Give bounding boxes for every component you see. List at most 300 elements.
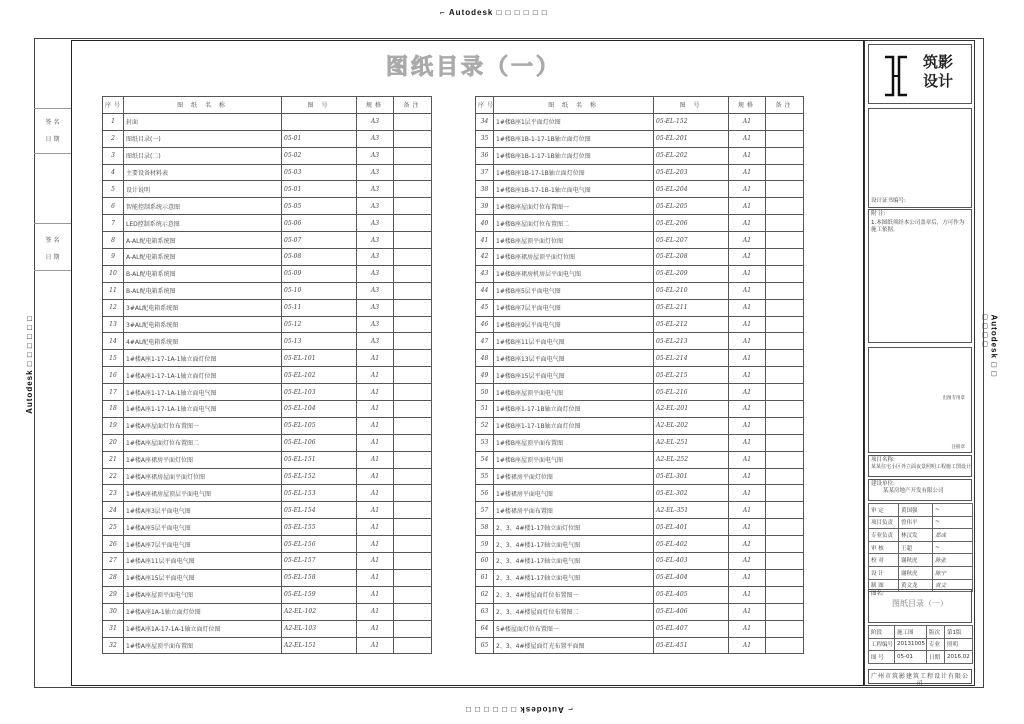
drawing-code: 05-EL-212 [654,316,729,333]
drawing-code: 05-EL-206 [654,215,729,232]
remark [766,451,804,468]
meta-row [869,626,973,639]
drawing-code: A2-EL-202 [654,417,729,434]
col-size-header: 规格 [729,97,766,114]
drawing-code: 05-EL-302 [654,485,729,502]
table-row [476,249,804,266]
meta-box [868,625,972,665]
drawing-code: 05-EL-102 [282,367,357,384]
watermark-text: Autodesk [448,8,494,17]
remark [394,164,432,181]
table-row [103,586,432,603]
meta-value: 施工图 [895,626,927,639]
row-number: 7 [103,215,124,232]
table-row [103,198,432,215]
remark [766,130,804,147]
sign-role: 制 图 [869,579,899,592]
table-row [103,401,432,418]
company-logo-icon [883,55,909,97]
drawing-code: A2-EL-201 [654,401,729,418]
table-row [103,603,432,620]
row-number: 27 [103,553,124,570]
paper-size: A1 [729,265,766,282]
sign-person: 谢秋虎 [899,554,933,567]
drawing-name: 图纸目录(二) [124,147,282,164]
row-number: 8 [103,232,124,249]
remark [394,249,432,266]
remark [766,350,804,367]
drawing-name: 1#楼B座屋顶平面电气图 [494,384,654,401]
drawing-name: 1#楼B座1层平面灯位图 [494,113,654,130]
drawing-name: 1#楼B座1B-1-17-1B轴立面灯位图 [494,130,654,147]
meta-value: 20131005 [895,638,927,651]
remark [766,215,804,232]
drawing-code: 05-EL-401 [654,519,729,536]
drawing-name: 1#楼B座13层平面电气图 [494,350,654,367]
remark [766,553,804,570]
paper-size: A1 [729,536,766,553]
paper-size: A1 [729,451,766,468]
table-row [103,164,432,181]
watermark-boxes: □ □ □ □ □ □ [496,8,548,17]
row-number: 10 [103,265,124,282]
row-number: 48 [476,350,494,367]
drawing-code: 05-EL-405 [654,586,729,603]
drawing-name: 1#楼A座1-17-1A-1轴立面灯位图 [124,367,282,384]
company-logo-text [923,53,953,91]
paper-size: A1 [357,350,394,367]
row-number: 58 [476,519,494,536]
paper-size: A3 [357,282,394,299]
divider [34,153,71,154]
row-number: 31 [103,620,124,637]
meta-key: 阶段 [869,626,895,639]
paper-size: A3 [357,130,394,147]
row-number: 24 [103,502,124,519]
table-row [476,502,804,519]
table-row [103,536,432,553]
row-number: 13 [103,316,124,333]
drawing-name: 1#楼A座屋顶平面电气图 [124,586,282,603]
row-number: 55 [476,468,494,485]
drawing-code: 05-EL-104 [282,401,357,418]
drawing-name: 1#楼B座1B-17-1B-1轴立面电气图 [494,181,654,198]
table-row [103,620,432,637]
table-row [476,637,804,654]
sign-role: 审 核 [869,541,899,554]
drawing-name: 1#楼B座15层平面电气图 [494,367,654,384]
drawing-code: 05-EL-403 [654,553,729,570]
row-number: 46 [476,316,494,333]
drawing-name: 1#楼A座1-17-1A-1轴立面灯位图 [124,350,282,367]
paper-size: A1 [729,282,766,299]
drawing-code: 05-02 [282,147,357,164]
table-row [476,485,804,502]
seal-box [868,347,972,453]
drawing-code: 05-EL-208 [654,249,729,266]
paper-size: A1 [729,620,766,637]
company-box [868,669,972,687]
paper-size: A3 [357,299,394,316]
drawing-code: 05-13 [282,333,357,350]
row-number: 2 [103,130,124,147]
row-number: 29 [103,586,124,603]
drawing-name: 2、3、4#楼1-17轴立面电气图 [494,553,654,570]
table-row [103,502,432,519]
paper-size: A1 [729,434,766,451]
drawing-code: 05-10 [282,282,357,299]
table-row [476,198,804,215]
qualification-box [868,108,972,208]
drawing-code: 05-EL-156 [282,536,357,553]
table-row [103,485,432,502]
drawing-name: 1#楼B座屋顶平面布置图 [494,434,654,451]
paper-size: A1 [729,417,766,434]
page-title: 图纸目录（一） [386,54,562,80]
drawing-code: 05-EL-214 [654,350,729,367]
drawing-code: 05-EL-407 [654,620,729,637]
table-row [103,147,432,164]
row-number: 49 [476,367,494,384]
watermark-top: ⌐ Autodesk □ □ □ □ □ □ [440,8,548,17]
drawing-name: 1#楼B座5层平面电气图 [494,282,654,299]
table-row [476,519,804,536]
row-number: 21 [103,451,124,468]
drawing-code: 05-EL-103 [282,384,357,401]
table-row [103,113,432,130]
table-row [476,113,804,130]
table-row [476,586,804,603]
table-row [103,350,432,367]
remark [394,451,432,468]
client-label: 建设单位: [871,481,895,487]
remark [394,417,432,434]
row-number: 56 [476,485,494,502]
remark [394,603,432,620]
paper-size: A1 [729,333,766,350]
watermark-text: Autodesk [989,314,999,359]
remark [766,316,804,333]
paper-size: A1 [729,569,766,586]
sign-label: 签 名 [45,119,60,126]
drawing-name: 2、3、4#楼1-17轴立面电气图 [494,536,654,553]
remark [766,164,804,181]
paper-size: A1 [729,637,766,654]
remark [394,130,432,147]
table-row [476,384,804,401]
drawing-name-label: 图名: [871,591,884,597]
drawing-name: 5#楼屋面灯位布置图一 [494,620,654,637]
col-no-header: 序号 [476,97,494,114]
sign-label: 签 名 [45,237,60,244]
table-row [476,181,804,198]
remark [394,519,432,536]
row-number: 28 [103,569,124,586]
remark [766,265,804,282]
seal-label: 出图专用章 [942,396,965,401]
remark [766,502,804,519]
drawing-list-left [102,96,432,654]
row-number: 9 [103,249,124,266]
paper-size: A3 [357,249,394,266]
drawing-code: 05-EL-404 [654,569,729,586]
paper-size: A1 [729,553,766,570]
drawing-code: 05-EL-106 [282,434,357,451]
drawing-name: 1#楼B座屋顶平面电气图 [494,451,654,468]
row-number: 57 [476,502,494,519]
table-row [476,367,804,384]
drawing-name: 1#楼B座屋面灯位布置图一 [494,198,654,215]
signature-box [868,503,972,590]
drawing-name: 图纸目录（一） [892,599,948,608]
drawing-name: 2、3、4#楼屋面灯位布置图一 [494,586,654,603]
meta-key: 专业 [927,638,945,651]
drawing-name: 1#楼B座7层平面电气图 [494,299,654,316]
paper-size: A1 [357,536,394,553]
table-row [476,316,804,333]
remark [394,367,432,384]
row-number: 35 [476,130,494,147]
sign-role: 专业负责 [869,529,899,542]
col-name-header: 图 纸 名 称 [494,97,654,114]
row-number: 15 [103,350,124,367]
drawing-code: 05-11 [282,299,357,316]
drawing-code: 05-06 [282,215,357,232]
drawing-code: 05-EL-216 [654,384,729,401]
row-number: 6 [103,198,124,215]
drawing-code: A2-EL-151 [282,637,357,654]
row-number: 53 [476,434,494,451]
paper-size: A1 [729,147,766,164]
logo-line-2: 设计 [923,72,954,90]
watermark-left [25,315,34,414]
drawing-name: 1#楼A座11层平面电气图 [124,553,282,570]
signature-table [868,503,973,592]
col-code-header: 图 号 [654,97,729,114]
table-row [103,569,432,586]
logo-line-1: 筑影 [923,53,954,71]
drawing-code: 05-EL-152 [654,113,729,130]
remark [394,333,432,350]
paper-size: A3 [357,181,394,198]
company-name: 广州市筑影建筑工程设计有限公司 [871,673,970,687]
paper-size: A1 [729,367,766,384]
divider [34,223,71,224]
row-number: 44 [476,282,494,299]
remark [394,536,432,553]
row-number: 30 [103,603,124,620]
paper-size: A3 [357,164,394,181]
drawing-code: 05-08 [282,249,357,266]
row-number: 39 [476,198,494,215]
paper-size: A1 [357,401,394,418]
table-row [476,333,804,350]
signature-mark: 陈张 [933,554,973,567]
drawing-code: 05-03 [282,164,357,181]
meta-key: 版次 [927,626,945,639]
drawing-name: B-AL配电箱系统图 [124,265,282,282]
table-row [476,164,804,181]
drawing-name: 1#楼B座1B-1-17-1B轴立面灯位图 [494,147,654,164]
col-size-header: 规格 [357,97,394,114]
drawing-code: 05-EL-406 [654,603,729,620]
drawing-code: 05-EL-154 [282,502,357,519]
remark [766,536,804,553]
remark [766,401,804,418]
remark [766,637,804,654]
drawing-code: 05-EL-210 [654,282,729,299]
meta-key: 日期 [927,651,945,664]
table-row [103,553,432,570]
drawing-name-box [868,589,972,623]
col-name-header: 图 纸 名 称 [124,97,282,114]
paper-size: A1 [729,164,766,181]
drawing-name: 图纸目录(一) [124,130,282,147]
divider [34,108,71,109]
row-number: 50 [476,384,494,401]
table-row [476,265,804,282]
table-row [476,130,804,147]
remark [394,502,432,519]
paper-size: A1 [357,637,394,654]
remark [394,384,432,401]
table-row [476,147,804,164]
drawing-name: 1#楼A座5层平面电气图 [124,519,282,536]
drawing-code: 05-09 [282,265,357,282]
drawing-code: 05-07 [282,232,357,249]
table-row [476,417,804,434]
sign-person: 林汉发 [899,529,933,542]
drawing-name: 4#AL配电箱系统图 [124,333,282,350]
row-number: 43 [476,265,494,282]
sign-role: 校 对 [869,554,899,567]
remark [394,198,432,215]
row-number: 16 [103,367,124,384]
drawing-list-right [475,96,804,654]
drawing-code: 05-EL-157 [282,553,357,570]
row-number: 22 [103,468,124,485]
sign-role: 设 计 [869,566,899,579]
drawing-name: 智能控制系统示意图 [124,198,282,215]
remark [766,147,804,164]
watermark-boxes: □ □ □ □ □ □ [24,315,34,367]
drawing-code: 05-EL-202 [654,147,729,164]
row-number: 12 [103,299,124,316]
client-box [868,479,972,501]
logo-box [868,44,972,104]
paper-size: A1 [729,198,766,215]
remark [766,620,804,637]
drawing-code: A2-EL-351 [654,502,729,519]
paper-size: A1 [357,519,394,536]
table-row [103,434,432,451]
signature-mark: 郑成 [933,529,973,542]
drawing-name: 3#AL配电箱系统图 [124,299,282,316]
row-number: 11 [103,282,124,299]
drawing-name: 1#楼A座裙房屋顶层平面电气图 [124,485,282,502]
meta-value: 照明 [945,638,973,651]
drawing-name: 1#楼A座裙房平面灯位图 [124,451,282,468]
drawing-code: A2-EL-103 [282,620,357,637]
drawing-code: 05-01 [282,130,357,147]
drawing-code: 05-EL-205 [654,198,729,215]
drawing-name: 主要设备材料表 [124,164,282,181]
drawing-code: 05-EL-209 [654,265,729,282]
remark [394,316,432,333]
paper-size: A1 [729,113,766,130]
paper-size: A1 [357,569,394,586]
watermark-boxes: □ □ □ □ □ □ [980,314,999,378]
drawing-name: 2、3、4#楼1-17轴立面灯位图 [494,519,654,536]
row-number: 52 [476,417,494,434]
paper-size: A3 [357,215,394,232]
signature-row [869,529,973,542]
paper-size: A1 [357,586,394,603]
drawing-name: 1#楼A座屋面灯位布置图二 [124,434,282,451]
meta-key: 图 号 [869,651,895,664]
remark [766,367,804,384]
paper-size: A1 [357,434,394,451]
remark [394,569,432,586]
remark [394,468,432,485]
paper-size: A1 [729,384,766,401]
table-row [103,232,432,249]
paper-size: A3 [357,265,394,282]
meta-value: 第1版 [945,626,973,639]
paper-size: A1 [729,215,766,232]
left-sign-column [34,38,71,688]
drawing-name: 封面 [124,113,282,130]
drawing-code: 05-01 [282,181,357,198]
title-block [864,40,975,686]
row-number: 65 [476,637,494,654]
row-number: 37 [476,164,494,181]
drawing-code: 05-EL-215 [654,367,729,384]
signature-mark: ~ [933,516,973,529]
paper-size: A3 [357,147,394,164]
paper-size: A1 [729,485,766,502]
drawing-name: 1#楼A座1A-17-1A-1轴立面灯位图 [124,620,282,637]
project-label: 项目名称: [871,457,895,463]
drawing-name: 1#楼B座1-17-1B轴立面灯位图 [494,401,654,418]
drawing-name: 1#楼B座1B-17-1B轴立面灯位图 [494,164,654,181]
table-row [103,384,432,401]
drawing-name: 1#楼A座1-17-1A-1轴立面电气图 [124,384,282,401]
table-row [476,232,804,249]
paper-size: A1 [729,181,766,198]
table-row [476,215,804,232]
drawing-code: 05-EL-158 [282,569,357,586]
table-row [476,603,804,620]
drawing-code: 05-EL-159 [282,586,357,603]
drawing-code: 05-05 [282,198,357,215]
paper-size: A3 [357,333,394,350]
drawing-code: 05-EL-211 [654,299,729,316]
col-code-header: 图 号 [282,97,357,114]
signature-row [869,516,973,529]
remark [394,620,432,637]
drawing-code: 05-12 [282,316,357,333]
remark [394,215,432,232]
remark [394,553,432,570]
remark [394,232,432,249]
drawing-code: 05-EL-101 [282,350,357,367]
sign-person: 黄国强 [899,504,933,517]
remark [766,113,804,130]
paper-size: A1 [729,502,766,519]
drawing-name: 设计说明 [124,181,282,198]
table-row [476,401,804,418]
